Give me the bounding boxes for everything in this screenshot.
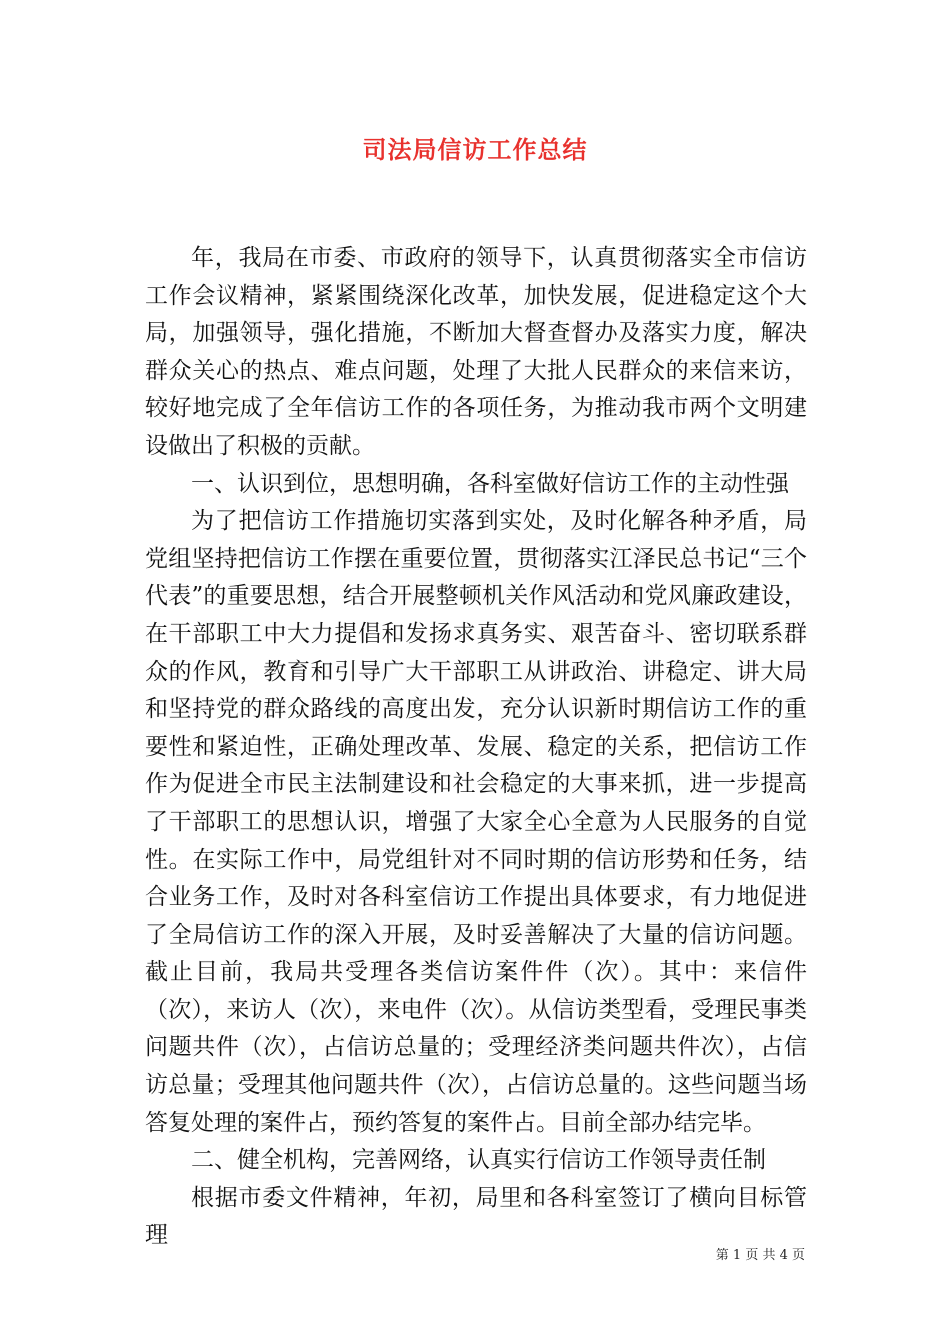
paragraph-section-1: 为了把信访工作措施切实落到实处，及时化解各种矛盾，局党组坚持把信访工作摆在重要位置，贯彻落实江泽民总书记“三个代表”的重要思想，结合开展整顿机关作风活动和党风廉政建设，在干部职工中大力提倡和发扬求真务实、艰苦奋斗、密切联系群众的作风，教育和引导广大干部职工从讲政治、讲稳定、讲大局和坚持党的群众路线的高度出发，充分认识新时期信访工作的重要性和紧迫性，正确处理改革、发展、稳定的关系，把信访工作作为促进全市民主法制建设和社会稳定的大事来抓，进一步提高了干部职工的思想认识，增强了大家全心全意为人民服务的自觉性。在实际工作中，局党组针对不同时期的信访形势和任务，结合业务工作，及时对各科室信访工作提出具体要求，有力地促进了全局信访工作的深入开展，及时妥善解决了大量的信访问题。截止目前，我局共受理各类信访案件件（次）。其中：来信件（次），来访人（次），来电件（次）。从信访类型看，受理民事类问题共件（次），占信访总量的；受理经济类问题共件次），占信访总量；受理其他问题共件（次），占信访总量的。这些问题当场答复处理的案件占，预约答复的案件占。目前全部办结完毕。 <box>145 508 807 1136</box>
section-heading-2: 二、健全机构，完善网络，认真实行信访工作领导责任制 <box>191 1147 766 1174</box>
paragraph-intro: 年，我局在市委、市政府的领导下，认真贯彻落实全市信访工作会议精神，紧紧围绕深化改革，加快发展，促进稳定这个大局，加强领导，强化措施，不断加大督查督办及落实力度，解决群众关心的热点、难点问题，处理了大批人民群众的来信来访，较好地完成了全年信访工作的各项任务，为推动我市两个文明建设做出了积极的贡献。 <box>145 245 807 459</box>
page-number: 第 1 页 共 4 页 <box>715 1248 805 1263</box>
paragraph-section-2: 根据市委文件精神，年初，局里和各科室签订了横向目标管理 <box>145 1184 807 1249</box>
document-title: 司法局信访工作总结 <box>362 135 588 164</box>
section-heading-1: 一、认识到位，思想明确，各科室做好信访工作的主动性强 <box>191 470 789 497</box>
document-body <box>145 240 807 1255</box>
